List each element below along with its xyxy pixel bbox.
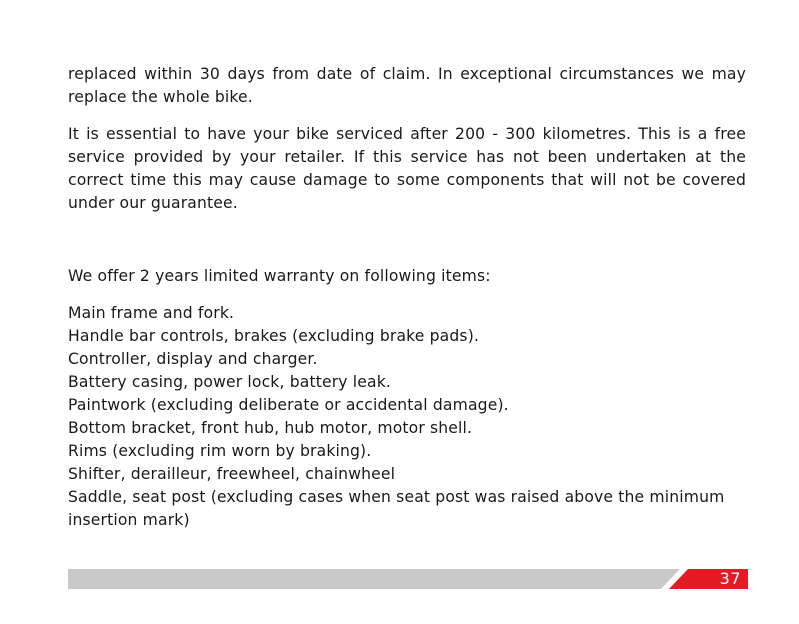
- list-item: Paintwork (excluding deliberate or accidental damage).: [68, 396, 509, 414]
- list-item: Rims (excluding rim worn by braking).: [68, 442, 372, 460]
- warranty-intro: We offer 2 years limited warranty on following items:: [68, 267, 491, 285]
- page-number: 37: [719, 569, 741, 588]
- page-content: [68, 63, 746, 532]
- paragraph-service: It is essential to have your bike serviced after 200 - 300 kilometres. This is a free service provided by your retailer. If this service has not been undertaken at the correct time this may cause damage to some components that will not be covered under our guarantee.: [68, 125, 746, 212]
- footer-gray-band: [68, 569, 680, 589]
- list-item: Main frame and fork.: [68, 304, 235, 322]
- list-item: Battery casing, power lock, battery leak.: [68, 373, 391, 391]
- list-item: Saddle, seat post (excluding cases when seat post was raised above the minimum insertion mark): [68, 488, 725, 529]
- list-item: Bottom bracket, front hub, hub motor, motor shell.: [68, 419, 473, 437]
- paragraph-replacement: replaced within 30 days from date of claim. In exceptional circumstances we may replace the whole bike.: [68, 65, 746, 106]
- warranty-items-list: [68, 302, 746, 532]
- list-item: Shifter, derailleur, freewheel, chainwheel: [68, 465, 396, 483]
- footer-stripe-graphic: [68, 569, 748, 589]
- list-item: Handle bar controls, brakes (excluding brake pads).: [68, 327, 480, 345]
- footer-bar: [68, 569, 748, 589]
- list-item: Controller, display and charger.: [68, 350, 318, 368]
